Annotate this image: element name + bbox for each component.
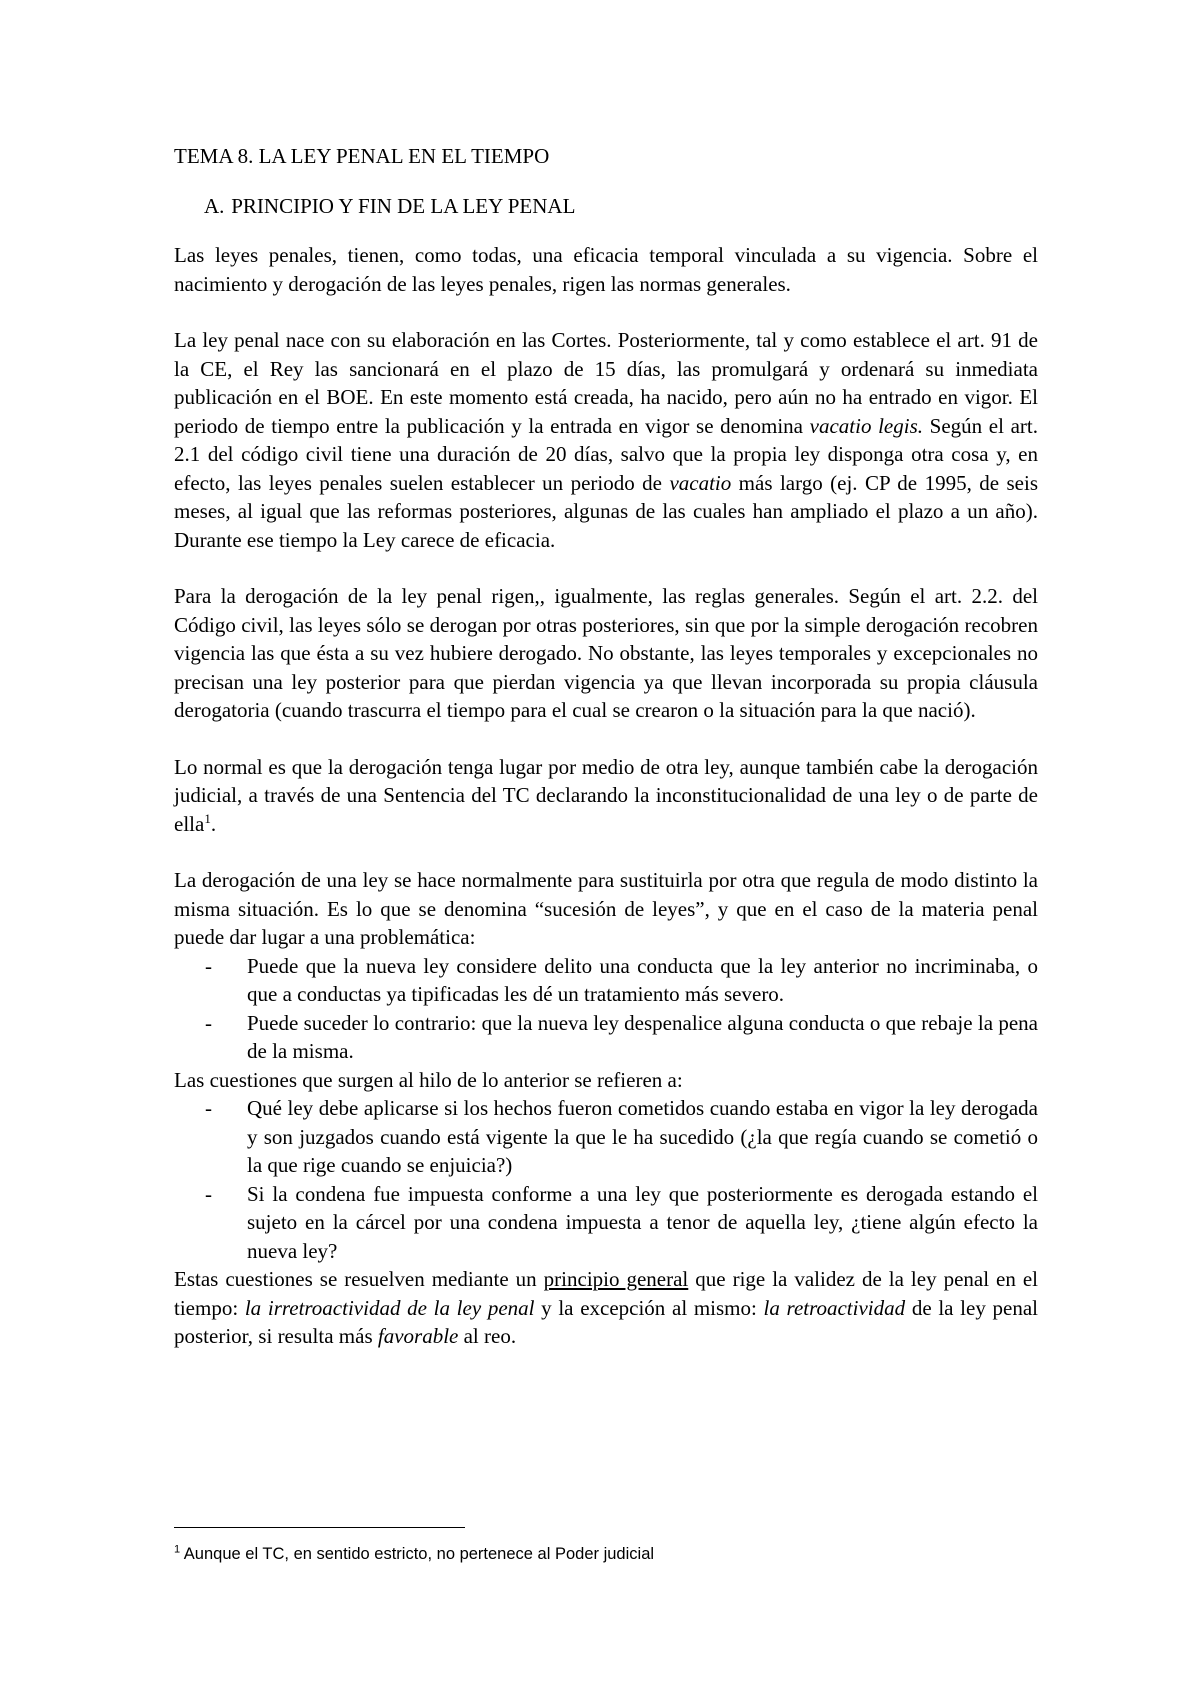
term-principio-general: principio general — [543, 1267, 689, 1291]
footnote-number: 1 — [174, 1543, 181, 1556]
footnote-separator — [174, 1527, 465, 1528]
paragraph-7-text-g: de la ley penal posterior, si resulta más — [174, 1295, 1038, 1348]
paragraph-7-text-i: al reo. — [458, 1324, 517, 1348]
list-item-text: Si la condena fue impuesta conforme a una ley que posteriormente es derogada estando el sujeto en la cárcel por una condena impuesta a tenor de aquella ley, ¿tiene algún efecto la nueva ley? — [247, 1181, 1038, 1263]
term-irretroactividad: la irretroactividad de la ley penal — [244, 1295, 535, 1320]
paragraph-4-text: Lo normal es que la derogación tenga lugar por medio de otra ley, aunque también cabe la derogación judicial, a través de una Sentencia del TC declarando la inconstitucionalidad de una ley o de parte de ella — [174, 754, 1038, 836]
paragraph-4 — [174, 753, 1038, 839]
section-heading — [174, 192, 1038, 221]
paragraph-6: Las cuestiones que surgen al hilo de lo anterior se refieren a: — [174, 1067, 683, 1092]
dash-bullet-icon: - — [205, 1181, 212, 1206]
section-letter: A. — [204, 193, 225, 218]
footnote-reference: 1 — [204, 810, 211, 826]
list-item — [174, 1094, 1038, 1180]
paragraph-7-text-c: que rige la validez de la ley penal en el tiempo: — [174, 1267, 1039, 1320]
list-cuestiones — [174, 1094, 1038, 1265]
paragraph-7 — [174, 1265, 1038, 1351]
term-retroactividad: la retroactividad — [763, 1295, 906, 1320]
dash-bullet-icon: - — [205, 1010, 212, 1035]
paragraph-7-text-e: y la excepción al mismo: — [534, 1295, 764, 1320]
paragraph-3: Para la derogación de la ley penal rigen,, igualmente, las reglas generales. Según el art. 2.2. del Código civil, las leyes sólo se derogan por otras posteriores, sin que por la simple derogación recobren vigencia las que ésta a su vez hubiere derogado. No obstante, las leyes temporales y excepcionales no precisan una ley posterior para que pierdan vigencia ya que llevan incorporada su propia cláusula derogatoria (cuando trascurra el tiempo para el cual se crearon o la situación para la que nació). — [174, 584, 1038, 722]
list-item-text: Qué ley debe aplicarse si los hechos fueron cometidos cuando estaba en vigor la ley derogada y son juzgados cuando está vigente la que le ha sucedido (¿la que regía cuando se cometió o la que rige cuando se enjuicia?) — [247, 1096, 1038, 1177]
list-item-text: Puede suceder lo contrario: que la nueva ley despenalice alguna conducta o que rebaje la pena de la misma. — [247, 1010, 1038, 1063]
paragraph-4-end: . — [210, 811, 217, 836]
footnote-text: Aunque el TC, en sentido estricto, no pertenece al Poder judicial — [180, 1545, 655, 1563]
document-title: TEMA 8. LA LEY PENAL EN EL TIEMPO — [174, 144, 550, 168]
list-problematica — [174, 952, 1038, 1066]
paragraph-2 — [174, 326, 1038, 554]
paragraph-1: Las leyes penales, tienen, como todas, una eficacia temporal vinculada a su vigencia. Sobre el nacimiento y derogación de las leyes penales, rigen las normas generales. — [174, 243, 1038, 296]
list-item — [174, 1009, 1038, 1066]
dash-bullet-icon: - — [205, 953, 212, 978]
footnote — [174, 1543, 1038, 1565]
list-item-text: Puede que la nueva ley considere delito una conducta que la ley anterior no incriminaba, o que a conductas ya tipificadas les dé un tratamiento más severo. — [247, 953, 1038, 1006]
section-heading-text: PRINCIPIO Y FIN DE LA LEY PENAL — [231, 193, 576, 218]
paragraph-7-text-a: Estas cuestiones se resuelven mediante un — [174, 1267, 544, 1291]
term-vacatio-legis: vacatio legis. — [809, 413, 924, 438]
paragraph-5: La derogación de una ley se hace normalmente para sustituirla por otra que regula de modo distinto la misma situación. Es lo que se denomina “sucesión de leyes”, y que en el caso de la materia penal puede dar lugar a una problemática: — [174, 868, 1038, 949]
paragraph-2-text-a: La ley penal nace con su elaboración en las Cortes. Posteriormente, tal y como establece el art. 91 de la CE, el Rey las sancionará en el plazo de 15 días, las promulgará y ordenará su inmediata publicación en el BOE. En este momento está creada, ha nacido, pero aún no ha entrado en vigor. El periodo de tiempo entre la publicación y la entrada en vigor se denomina — [174, 328, 1038, 438]
term-favorable: favorable — [377, 1324, 459, 1348]
term-vacatio: vacatio — [669, 470, 732, 495]
list-item — [174, 1180, 1038, 1266]
paragraph-2-text-e: más largo (ej. CP de 1995, de seis meses, al igual que las reformas posteriores, algunas de las cuales han ampliado el plazo a un año). Durante ese tiempo la Ley carece de eficacia. — [174, 470, 1038, 552]
document-body — [174, 142, 1038, 1351]
list-item — [174, 952, 1038, 1009]
paragraph-2-text-c: Según el art. 2.1 del código civil tiene una duración de 20 días, salvo que la propia ley disponga otra cosa y, en efecto, las leyes penales suelen establecer un periodo de — [174, 413, 1038, 495]
dash-bullet-icon: - — [205, 1096, 212, 1120]
